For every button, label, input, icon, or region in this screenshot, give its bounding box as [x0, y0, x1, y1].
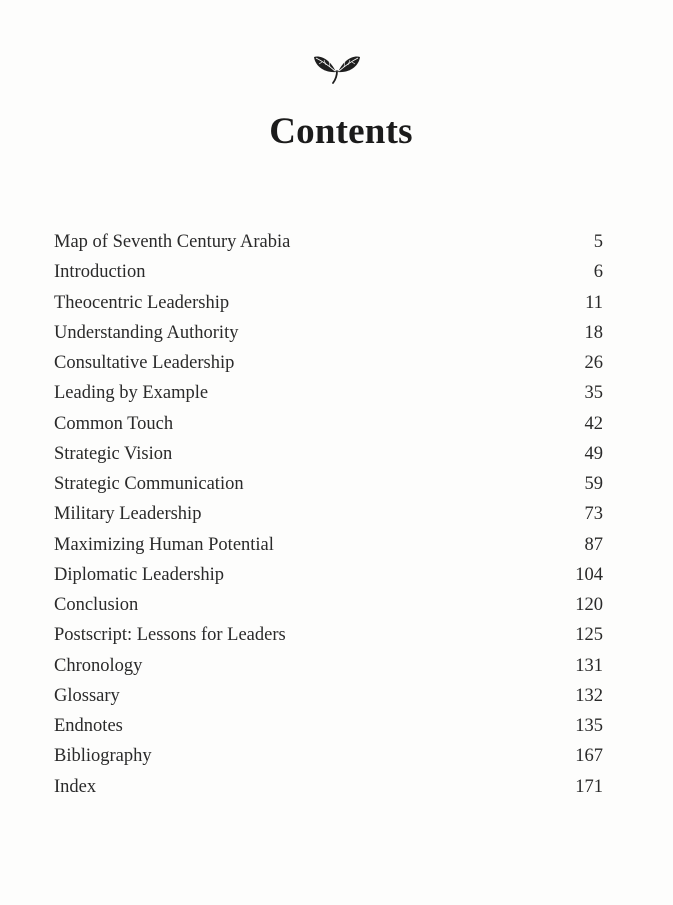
toc-entry [54, 378, 603, 408]
toc-entry [54, 530, 603, 560]
page-title: Contents [269, 110, 413, 152]
toc-entry [54, 318, 603, 348]
toc-entry [54, 590, 603, 620]
toc-entry-label: Maximizing Human Potential [54, 534, 274, 555]
toc-entry [54, 560, 603, 590]
toc-entry-page-number: 167 [575, 746, 603, 767]
toc-entry-page-number: 11 [585, 292, 603, 313]
toc-entry-label: Strategic Communication [54, 474, 244, 494]
toc-entry-page-number: 131 [575, 655, 603, 676]
leaf-ornament-icon [312, 54, 362, 84]
toc-entry-page-number: 104 [575, 564, 603, 585]
toc-entry-label: Chronology [54, 655, 143, 676]
toc-entry-page-number: 6 [593, 262, 603, 283]
toc-entry [54, 681, 603, 711]
toc-entry-label: Theocentric Leadership [54, 292, 230, 313]
toc-entry-page-number: 59 [584, 474, 603, 494]
toc-entry-page-number: 18 [584, 322, 603, 343]
toc-entry-label: Diplomatic Leadership [54, 564, 225, 585]
toc-entry-page-number: 49 [584, 443, 603, 464]
toc-entry-page-number: 171 [575, 776, 603, 797]
toc-entry [54, 772, 603, 802]
toc-entry-label: Understanding Authority [54, 322, 239, 343]
toc-entry [54, 620, 603, 650]
toc-entry-label: Endnotes [54, 716, 123, 736]
toc-entry-page-number: 87 [584, 534, 603, 555]
toc-entry-label: Introduction [54, 262, 146, 283]
toc-entry-label: Conclusion [54, 595, 139, 615]
toc-entry-label: Postscript: Lessons for Leaders [54, 625, 286, 646]
toc-entry-page-number: 26 [584, 353, 603, 373]
toc-entry [54, 741, 603, 771]
toc-entry-page-number: 120 [575, 595, 603, 615]
toc-entry [54, 288, 603, 318]
toc-entry-label: Glossary [54, 685, 120, 706]
toc-entry-label: Consultative Leadership [54, 353, 235, 373]
toc-entry-page-number: 135 [575, 716, 603, 736]
toc-entry [54, 348, 603, 378]
toc-entry-label: Common Touch [54, 413, 174, 434]
toc-entry [54, 651, 603, 681]
toc-entry [54, 711, 603, 741]
toc-entry [54, 439, 603, 469]
toc-entry-label: Bibliography [54, 746, 152, 767]
toc-entry [54, 409, 603, 439]
toc-entry-page-number: 42 [584, 413, 603, 434]
toc-entry [54, 499, 603, 529]
table-of-contents [54, 227, 603, 802]
toc-entry-label: Leading by Example [54, 383, 209, 404]
toc-entry-page-number: 35 [584, 383, 603, 404]
toc-entry-label: Map of Seventh Century Arabia [54, 232, 291, 252]
toc-entry [54, 257, 603, 287]
toc-entry [54, 227, 603, 257]
toc-entry-page-number: 73 [584, 504, 603, 525]
toc-entry [54, 469, 603, 499]
toc-entry-page-number: 5 [593, 232, 603, 252]
toc-entry-label: Index [54, 776, 97, 797]
toc-entry-label: Strategic Vision [54, 443, 173, 464]
toc-entry-page-number: 125 [575, 625, 603, 646]
toc-entry-label: Military Leadership [54, 504, 202, 525]
toc-entry-page-number: 132 [575, 685, 603, 706]
